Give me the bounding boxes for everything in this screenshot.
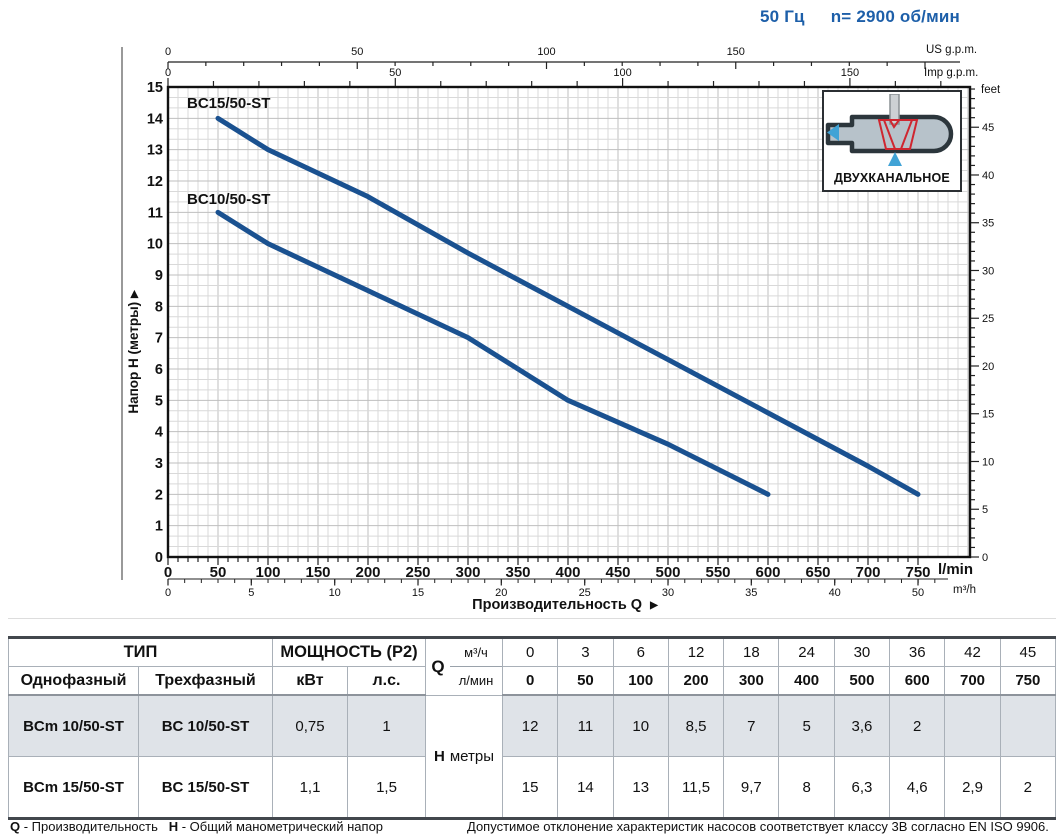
feet-unit-label: feet [981,84,1001,96]
table-cell: 2,9 [945,757,1000,819]
impeller-type-label: ДВУХКАНАЛЬНОЕ [834,171,950,185]
col-header-q [426,638,503,696]
col-header-single-phase: Однофазный [9,667,139,696]
svg-text:1: 1 [154,518,163,535]
table-cell: 36 [890,638,945,667]
table-cell: 9,7 [724,757,779,819]
svg-text:35: 35 [982,217,995,230]
svg-text:650: 650 [805,564,831,581]
svg-text:50: 50 [911,587,925,599]
svg-text:8: 8 [154,299,163,316]
spec-table [8,636,1056,820]
model-single: BCm 15/50-ST [9,757,139,819]
q-m3h-label: м³/ч [450,640,502,667]
axis-m3h [165,579,948,599]
svg-text:14: 14 [146,111,163,128]
table-cell: 100 [613,667,668,696]
col-header-hp: л.с. [348,667,426,696]
inflow-arrow-icon [888,152,902,166]
frequency-speed-header [760,7,960,27]
table-cell: 0 [503,638,558,667]
legend-footnote: Q - Производительность H - Общий манометрический напор [10,819,384,834]
table-cell: 400 [779,667,834,696]
svg-text:6: 6 [154,362,163,378]
table-cell: 2 [1000,757,1055,819]
svg-text:100: 100 [255,564,281,581]
up-arrow-icon: ▶ [129,290,140,299]
svg-text:15: 15 [982,408,995,421]
svg-text:40: 40 [982,169,995,182]
axis-us-gpm [165,46,960,69]
col-header-type: ТИП [9,638,273,667]
svg-text:50: 50 [389,67,402,79]
table-cell: 500 [834,667,889,696]
table-cell: 3 [558,638,613,667]
svg-text:15: 15 [146,80,163,96]
frequency-label: 50 Гц [759,7,805,26]
performance-curve-1 [218,212,768,494]
svg-text:20: 20 [982,360,995,373]
iso-footnote: Допустимое отклонение характеристик насосов соответствует классу 3B согласно EN ISO 9906. [467,819,1049,834]
svg-text:0: 0 [164,67,172,79]
svg-text:5: 5 [248,587,255,599]
table-cell: 7 [724,695,779,757]
svg-text:35: 35 [745,587,758,599]
table-cell: 3,6 [834,695,889,757]
svg-text:100: 100 [613,67,632,79]
pump-schematic [824,94,960,168]
table-cell [945,695,1000,757]
table-cell [1000,695,1055,757]
svg-text:13: 13 [146,142,163,159]
imp-gpm-unit-label: Imp g.p.m. [924,67,979,79]
table-cell: 600 [890,667,945,696]
curve-label-bc10: BC10/50-ST [187,191,271,208]
svg-text:500: 500 [655,564,681,581]
table-cell: 300 [724,667,779,696]
svg-text:15: 15 [411,587,425,599]
svg-text:3: 3 [154,456,163,472]
svg-text:5: 5 [154,393,163,410]
table-cell: 750 [1000,667,1055,696]
col-header-power: МОЩНОСТЬ (P2) [273,638,426,667]
svg-text:50: 50 [351,46,364,58]
table-cell: 0 [503,667,558,696]
col-header-kw: кВт [273,667,348,696]
svg-text:300: 300 [455,564,481,581]
power-hp: 1 [348,695,426,757]
svg-text:10: 10 [146,236,163,253]
y-axis-title: Напор H (метры) ▶ [126,290,141,414]
table-cell: 2 [890,695,945,757]
svg-text:200: 200 [355,564,381,581]
svg-text:9: 9 [154,268,163,284]
table-cell: 24 [779,638,834,667]
table-cell: 200 [668,667,723,696]
axis-lmin [164,558,931,581]
svg-text:50: 50 [209,564,227,581]
x-axis-title: Производительность Q ▶ [472,597,658,613]
table-cell: 8,5 [668,695,723,757]
us-gpm-unit-label: US g.p.m. [926,44,978,56]
svg-text:40: 40 [828,587,841,599]
impeller-inset-box [822,90,962,192]
speed-label: n= 2900 об/мин [830,7,960,26]
curve-label-bc15: BC15/50-ST [187,95,271,112]
svg-text:25: 25 [578,587,591,599]
svg-text:400: 400 [555,564,581,581]
table-cell: 42 [945,638,1000,667]
svg-text:0: 0 [164,46,172,58]
power-kw: 1,1 [273,757,348,819]
svg-text:4: 4 [154,424,163,441]
table-cell: 14 [558,757,613,819]
col-header-three-phase: Трехфазный [139,667,273,696]
svg-text:150: 150 [305,564,331,581]
power-kw: 0,75 [273,695,348,757]
table-cell: 6 [613,638,668,667]
svg-text:10: 10 [328,587,341,599]
table-cell: 700 [945,667,1000,696]
svg-text:250: 250 [405,564,431,581]
svg-text:0: 0 [982,552,989,564]
q-lmin-label: л/мин [458,673,494,689]
model-three: BC 10/50-ST [139,695,273,757]
svg-text:350: 350 [505,564,531,581]
svg-text:0: 0 [163,564,173,581]
axis-meters [147,80,163,566]
svg-text:150: 150 [840,67,860,79]
table-cell: 6,3 [834,757,889,819]
right-arrow-icon: ▶ [650,600,658,611]
model-three: BC 15/50-ST [139,757,273,819]
lmin-unit-label: l/min [938,561,974,578]
svg-text:750: 750 [905,564,931,581]
power-hp: 1,5 [348,757,426,819]
section-divider [8,618,1056,619]
q-symbol: Q [431,656,445,676]
table-cell: 30 [834,638,889,667]
table-cell: 50 [558,667,613,696]
table-cell: 12 [668,638,723,667]
table-cell: 8 [779,757,834,819]
svg-text:7: 7 [154,330,163,347]
svg-text:0: 0 [154,550,163,566]
svg-text:0: 0 [164,587,172,599]
svg-text:25: 25 [982,313,995,326]
svg-text:10: 10 [982,456,995,469]
table-cell: 13 [613,757,668,819]
model-single: BCm 10/50-ST [9,695,139,757]
table-cell: 45 [1000,638,1055,667]
svg-text:450: 450 [605,564,631,581]
m3h-unit-label: m³/h [953,584,976,596]
table-cell: 10 [613,695,668,757]
svg-text:30: 30 [982,265,995,278]
axis-imp-gpm [165,67,941,86]
svg-text:30: 30 [661,587,675,599]
svg-text:2: 2 [154,487,163,504]
svg-text:20: 20 [495,587,508,599]
svg-text:150: 150 [726,46,745,58]
table-cell: 4,6 [890,757,945,819]
table-cell: 12 [503,695,558,757]
svg-text:100: 100 [537,46,556,58]
h-symbol: H [434,747,445,765]
svg-text:5: 5 [982,504,989,517]
axis-feet [971,89,994,564]
table-cell: 18 [724,638,779,667]
svg-text:550: 550 [705,564,731,581]
svg-text:45: 45 [982,122,995,135]
table-cell: 11,5 [668,757,723,819]
h-unit: метры [449,747,494,765]
table-cell: 15 [503,757,558,819]
svg-text:700: 700 [855,564,881,581]
svg-text:12: 12 [146,174,163,190]
svg-text:600: 600 [755,564,781,581]
table-cell: 11 [558,695,613,757]
h-meters-cell [426,695,503,819]
table-cell: 5 [779,695,834,757]
svg-text:11: 11 [147,205,163,222]
